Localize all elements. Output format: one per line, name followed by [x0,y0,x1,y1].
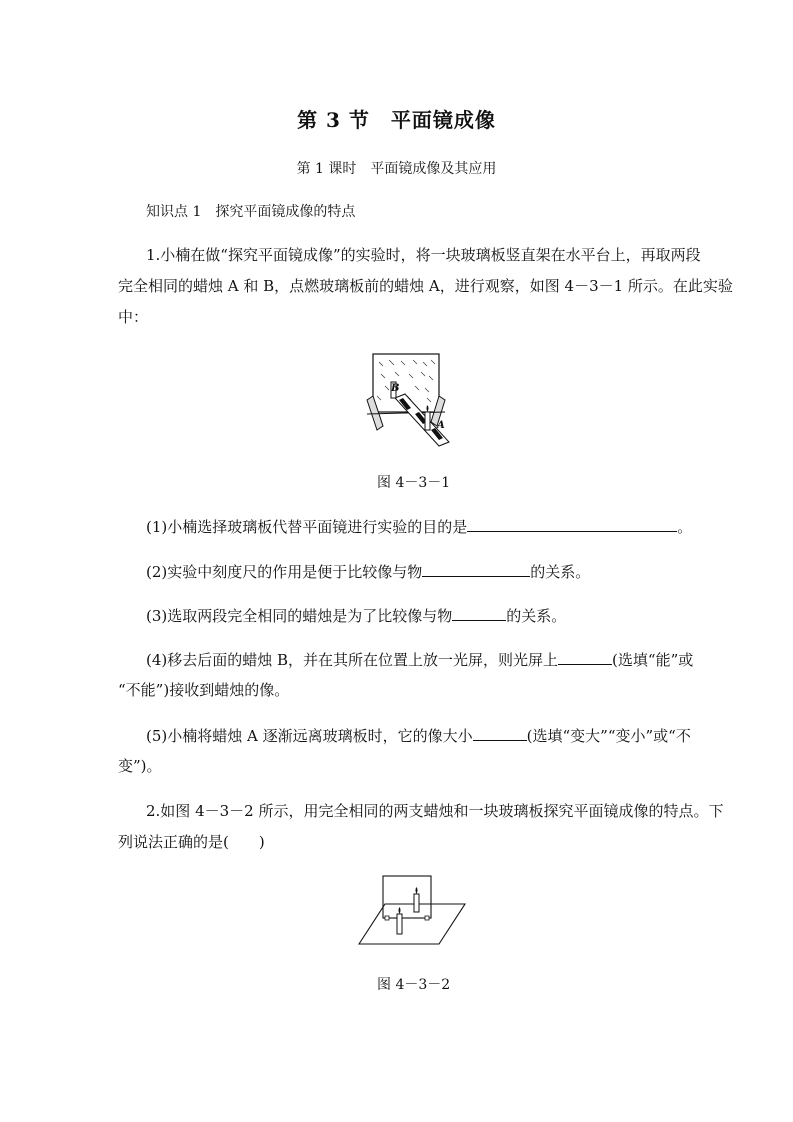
question-1-part-5-cont: 变”)。 [118,757,162,775]
knowledge-point-heading: 知识点 1 探究平面镜成像的特点 [146,204,356,220]
part-4-text: (4)移去后面的蜡烛 B，并在其所在位置上放一光屏，则光屏上 [146,651,559,669]
figure-4-3-2 [355,872,469,948]
figure-4-3-1-caption: 图 4－3－1 [377,475,451,491]
question-2-line-1: 2.如图 4－3－2 所示，用完全相同的两支蜡烛和一块玻璃板探究平面镜成像的特点。下 [146,802,724,820]
figure-label-a: A [437,420,445,431]
part-3-text: (3)选取两段完全相同的蜡烛是为了比较像与物 [146,607,453,625]
question-1-part-4 [146,649,693,670]
question-1-line-2: 完全相同的蜡烛 A 和 B，点燃玻璃板前的蜡烛 A，进行观察，如图 4－3－1 所示。在此实验 [118,277,733,295]
question-1-line-3: 中： [118,308,149,326]
answer-blank-3[interactable] [452,605,506,621]
lesson-subtitle: 第 1 课时 平面镜成像及其应用 [296,161,497,177]
page-title: 第 3 节 平面镜成像 [297,108,496,132]
question-1-line-1: 1.小楠在做“探究平面镜成像”的实验时，将一块玻璃板竖直架在水平台上，再取两段 [146,246,701,264]
answer-blank-4[interactable] [558,649,612,665]
answer-blank-5[interactable] [473,725,527,741]
question-1-part-1 [146,516,692,537]
part-5-option: (选填“变大”“变小”或“不 [526,727,691,745]
question-2-line-2: 列说法正确的是( ) [118,833,265,851]
part-2-text: (2)实验中刻度尺的作用是便于比较像与物 [146,563,423,581]
part-3-end: 的关系。 [506,607,567,625]
part-2-end: 的关系。 [530,563,591,581]
part-4-option: (选填“能”或 [612,651,694,669]
question-1-part-3 [146,605,566,626]
answer-blank-1[interactable] [467,516,677,532]
question-1-part-2 [146,561,590,582]
figure-label-b: B [391,383,400,394]
part-1-end: 。 [677,518,693,536]
part-5-text: (5)小楠将蜡烛 A 逐渐远离玻璃板时，它的像大小 [146,727,473,745]
answer-blank-2[interactable] [422,561,530,577]
figure-4-3-2-caption: 图 4－3－2 [377,977,451,993]
part-1-text: (1)小楠选择玻璃板代替平面镜进行实验的目的是 [146,518,468,536]
figure-4-3-1 [365,352,465,448]
question-1-part-4-cont: “不能”)接收到蜡烛的像。 [118,681,290,699]
question-1-part-5 [146,725,691,746]
